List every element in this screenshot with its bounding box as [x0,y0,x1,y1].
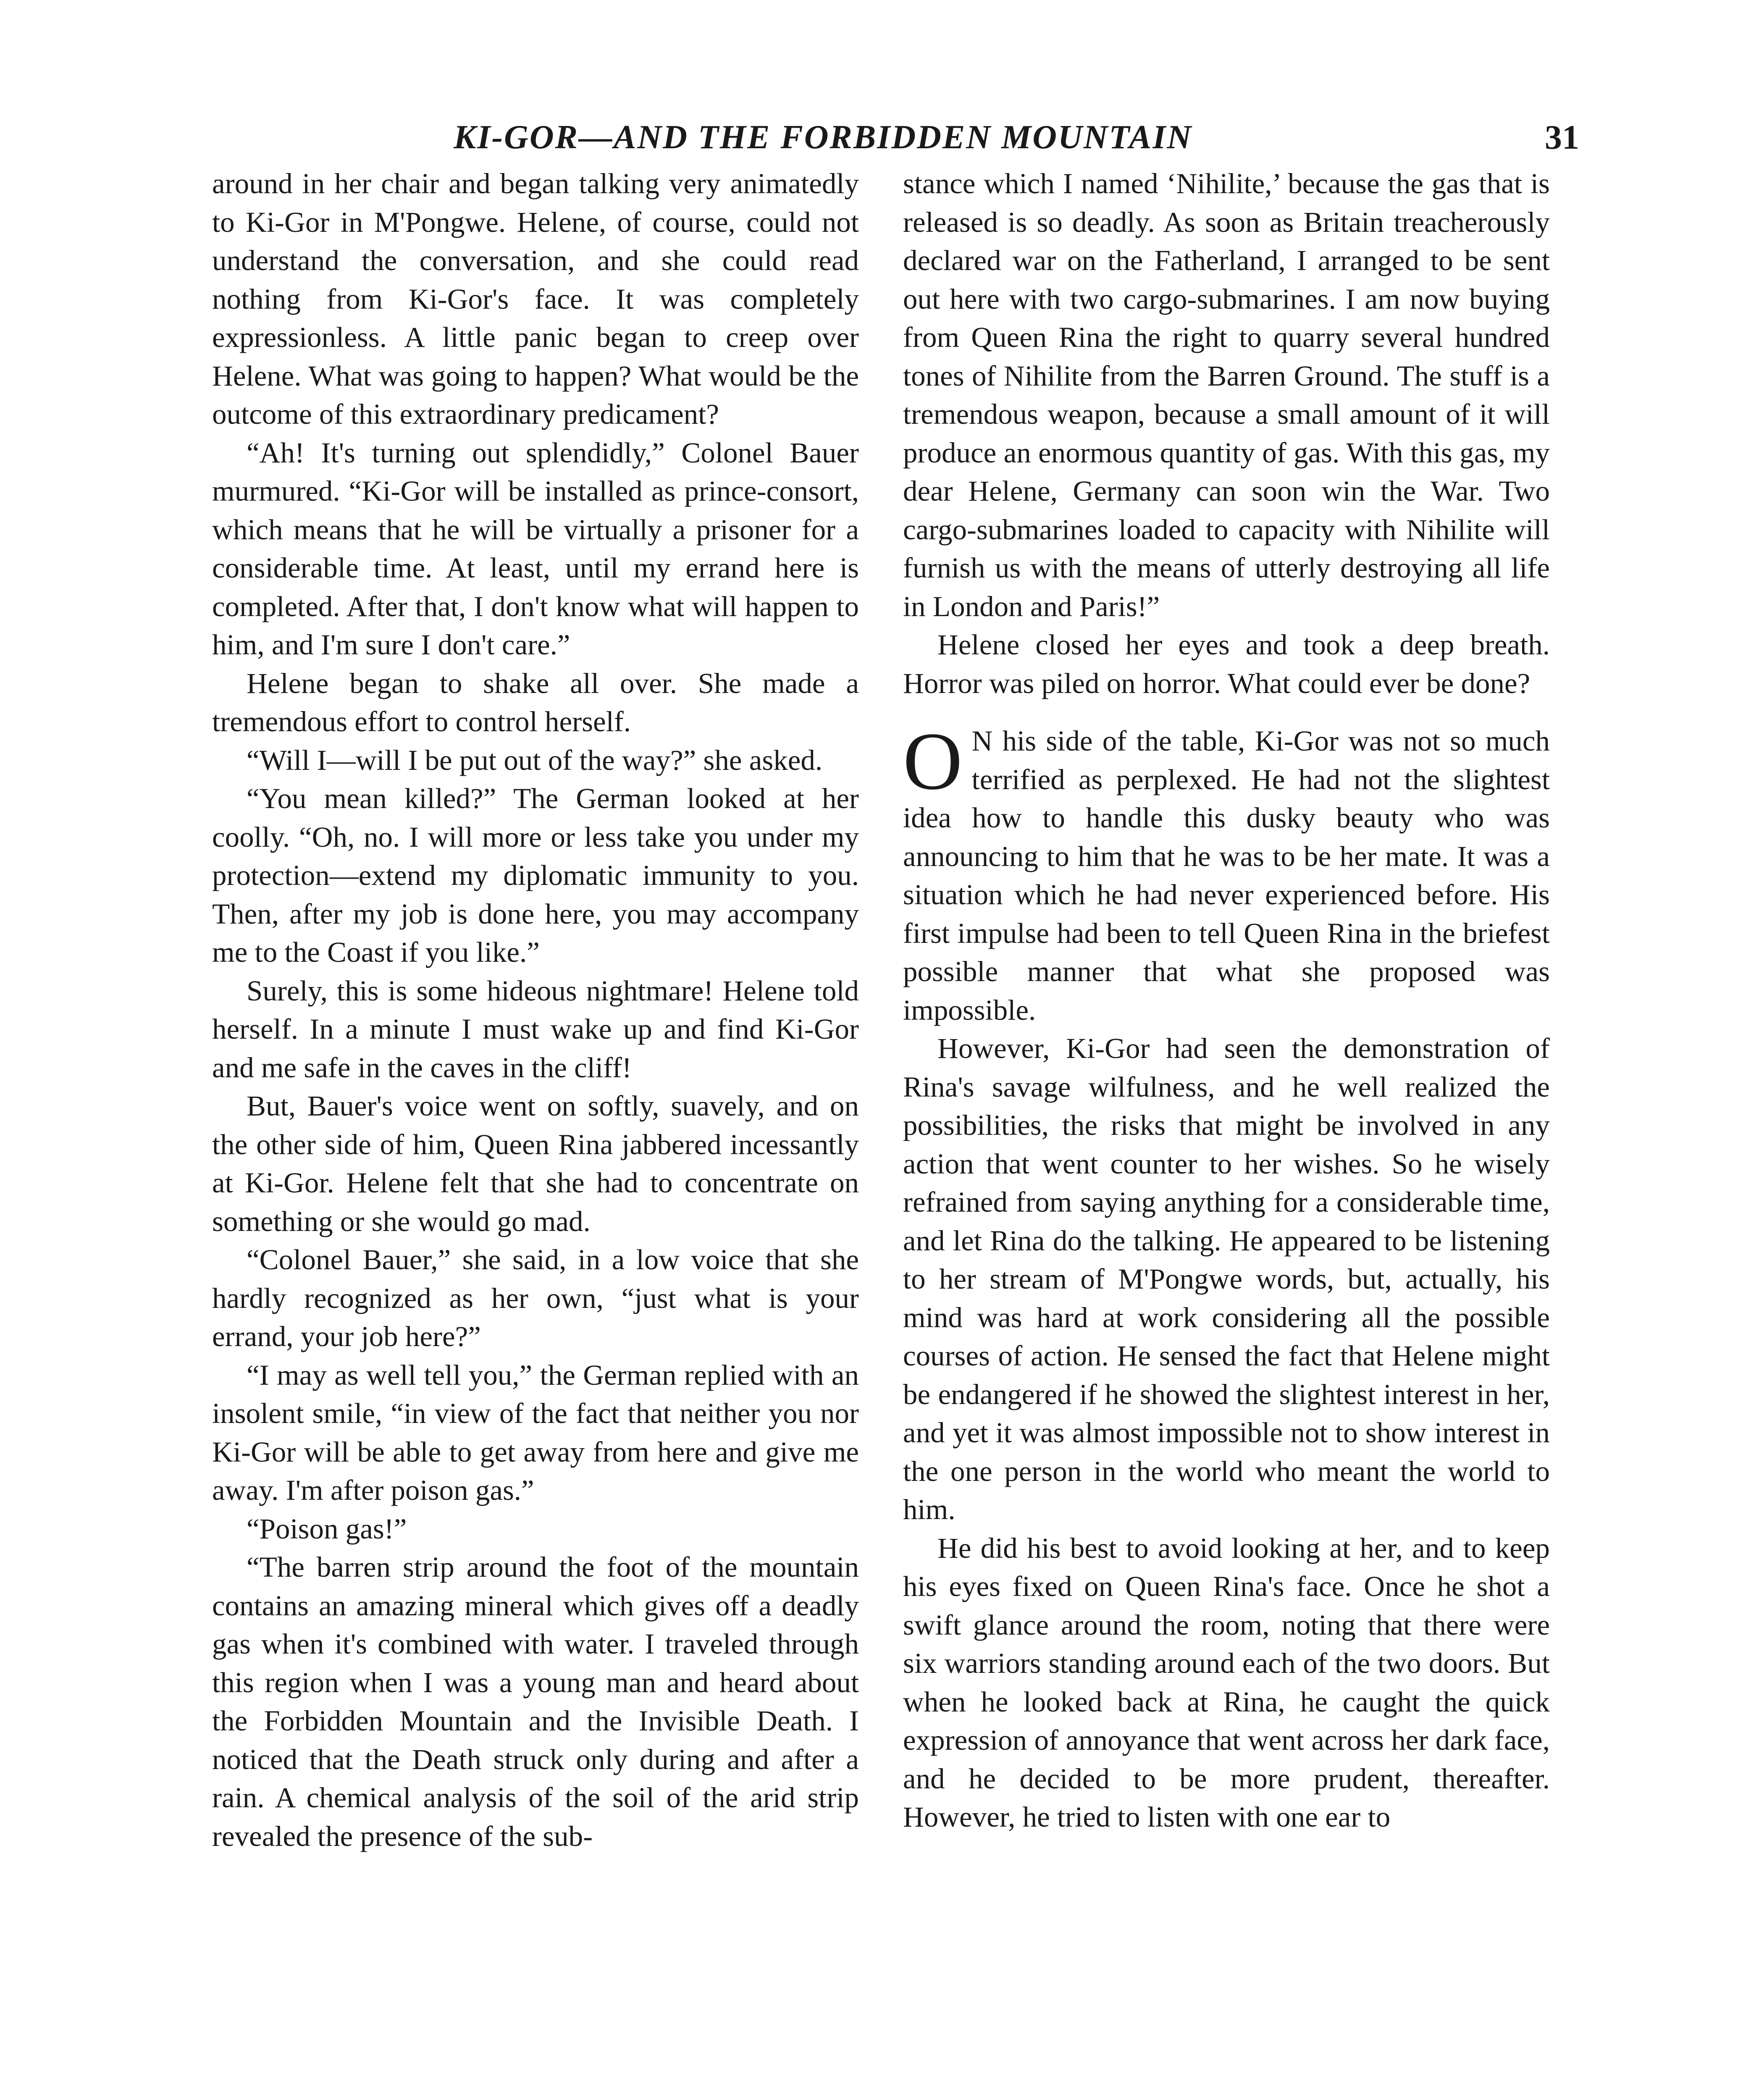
paragraph: Helene began to shake all over. She made a tremendous effort to control herself. [212,667,859,738]
paragraph: But, Bauer's voice went on softly, suavely, and on the other side of him, Queen Rina jabbered incessantly at Ki-Gor. Helene felt that she had to concentrate on something or she would go mad. [212,1090,859,1237]
running-title: KI-GOR—AND THE FORBIDDEN MOUNTAIN [454,119,1193,156]
paragraph: He did his best to avoid looking at her, and to keep his eyes fixed on Queen Rina's face. Once he shot a swift glance around the room, noting that there were six warriors standing around each of the two doors. But when he looked back at Rina, he caught the quick expression of annoyance that went across her dark face, and he decided to be more prudent, thereafter. However, he tried to listen with one ear to [903,1532,1550,1833]
drop-cap: O [903,716,963,807]
paragraph: Surely, this is some hideous nightmare! Helene told herself. In a minute I must wake up and find Ki-Gor and me safe in the caves in the cliff! [212,974,859,1084]
drop-cap-text: N his side of the table, Ki-Gor was not so much terrified as perplexed. He had not the slightest idea how to handle this dusky beauty who was announcing to him that he was to be her mate. It was a situation which he had never experienced before. His first impulse had been to tell Queen Rina in the briefest possible manner that what she proposed was impossible. [903,725,1550,1026]
paragraph: However, Ki-Gor had seen the demonstration of Rina's savage wilfulness, and he well realized the possibilities, the risks that might be involved in any action that went counter to her wishes. So he wisely refrained from saying anything for a considerable time, and let Rina do the talking. He appeared to be listening to her stream of M'Pongwe words, but, actually, his mind was hard at work considering all the possible courses of action. He sensed the fact that Helene might be endangered if he showed the slightest interest in her, and yet it was almost impossible not to show interest in the one person in the world who meant the world to him. [903,1032,1550,1525]
paragraph: “Poison gas!” [247,1512,407,1545]
left-column [212,165,859,1856]
paragraph: “Colonel Bauer,” she said, in a low voice that she hardly recognized as her own, “just what is your errand, your job here?” [212,1244,859,1352]
paragraph: “Ah! It's turning out splendidly,” Colonel Bauer murmured. “Ki-Gor will be installed as prince-consort, which means that he will be virtually a prisoner for a considerable time. At least, until my errand here is completed. After that, I don't know what will happen to him, and I'm sure I don't care.” [212,436,859,661]
paragraph: “You mean killed?” The German looked at her coolly. “Oh, no. I will more or less take you under my protection—extend my diplomatic immunity to you. Then, after my job is done here, you may accompany me to the Coast if you like.” [212,782,859,968]
paragraph: “I may as well tell you,” the German replied with an insolent smile, “in view of the fact that neither you nor Ki-Gor will be able to get away from here and give me away. I'm after poison gas.” [212,1359,859,1506]
paragraph: “Will I—will I be put out of the way?” she asked. [247,744,823,776]
right-column [903,165,1550,1837]
paragraph: Helene closed her eyes and took a deep breath. Horror was piled on horror. What could ever be done? [903,629,1550,699]
paragraph: “The barren strip around the foot of the mountain contains an amazing mineral which gives off a deadly gas when it's combined with water. I traveled through this region when I was a young man and heard about the Forbidden Mountain and the Invisible Death. I noticed that the Death struck only during and after a rain. A chemical analysis of the soil of the arid strip revealed the presence of the sub- [212,1551,859,1852]
paragraph: around in her chair and began talking very animatedly to Ki-Gor in M'Pongwe. Helene, of course, could not understand the conversation, and she could read nothing from Ki-Gor's face. It was completely expressionless. A little panic began to creep over Helene. What was going to happen? What would be the outcome of this extraordinary predicament? [212,168,859,430]
running-header [454,114,1579,160]
section-opening-paragraph [903,716,1550,1029]
page-number: 31 [1545,118,1579,156]
paragraph-continuation: stance which I named ‘Nihilite,’ because the gas that is released is so deadly. As soon as Britain treacherously declared war on the Fatherland, I arranged to be sent out here with two cargo-submarines. I am now buying from Queen Rina the right to quarry several hundred tones of Nihilite from the Barren Ground. The stuff is a tremendous weapon, because a small amount of it will produce an enormous quantity of gas. With this gas, my dear Helene, Germany can soon win the War. Two cargo-submarines loaded to capacity with Nihilite will furnish us with the means of utterly destroying all life in London and Paris!” [903,168,1550,622]
